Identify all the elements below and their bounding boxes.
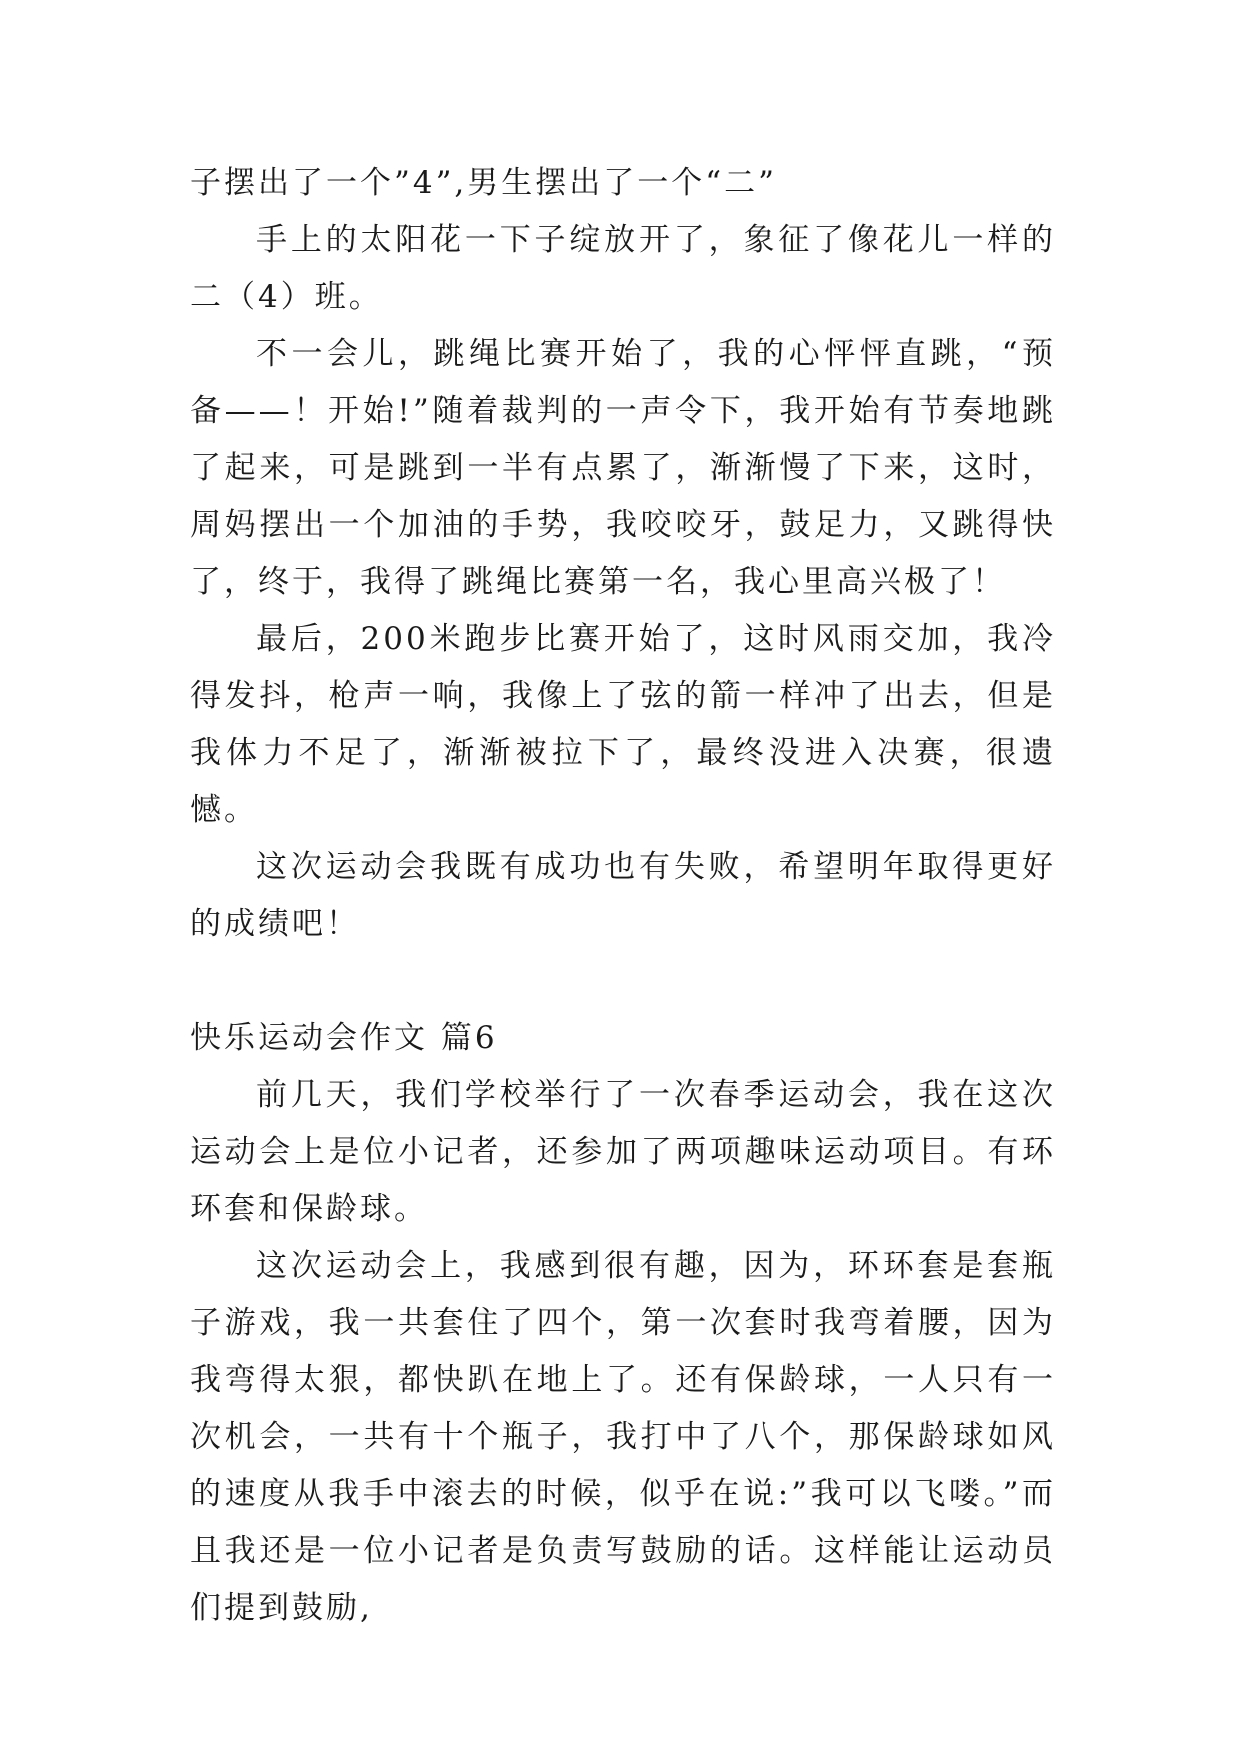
- paragraph-conclusion: 这次运动会我既有成功也有失败，希望明年取得更好的成绩吧！: [190, 849, 1056, 942]
- section-title: 快乐运动会作文 篇6: [190, 1020, 498, 1056]
- section-spacer: [190, 953, 1056, 1010]
- paragraph-200m-race: 最后，200米跑步比赛开始了，这时风雨交加，我冷得发抖，枪声一响，我像上了弦的箭一样冲了出去，但是我体力不足了，渐渐被拉下了，最终没进入决赛，很遗憾。: [190, 621, 1056, 828]
- paragraph-rope-skipping: 不一会儿，跳绳比赛开始了，我的心怦怦直跳，“预备——！开始!”随着裁判的一声令下，我开始有节奏地跳了起来，可是跳到一半有点累了，渐渐慢了下来，这时，周妈摆出一个加油的手势，我咬咬牙，鼓足力，又跳得快了，终于，我得了跳绳比赛第一名，我心里高兴极了！: [190, 336, 1056, 600]
- paragraph-continuation: 子摆出了一个”4”,男生摆出了一个“二”: [190, 165, 777, 201]
- paragraph-sunflower: 手上的太阳花一下子绽放开了，象征了像花儿一样的二（4）班。: [190, 222, 1056, 315]
- paragraph-games: 这次运动会上，我感到很有趣，因为，环环套是套瓶子游戏，我一共套住了四个，第一次套时我弯着腰，因为我弯得太狠，都快趴在地上了。还有保龄球，一人只有一次机会，一共有十个瓶子，我打中了八个，那保龄球如风的速度从我手中滚去的时候，似乎在说:”我可以飞喽。”而且我还是一位小记者是负责写鼓励的话。这样能让运动员们提到鼓励,: [190, 1248, 1056, 1626]
- document-body: [190, 155, 1056, 1637]
- paragraph-intro: 前几天，我们学校举行了一次春季运动会，我在这次运动会上是位小记者，还参加了两项趣味运动项目。有环环套和保龄球。: [190, 1077, 1056, 1227]
